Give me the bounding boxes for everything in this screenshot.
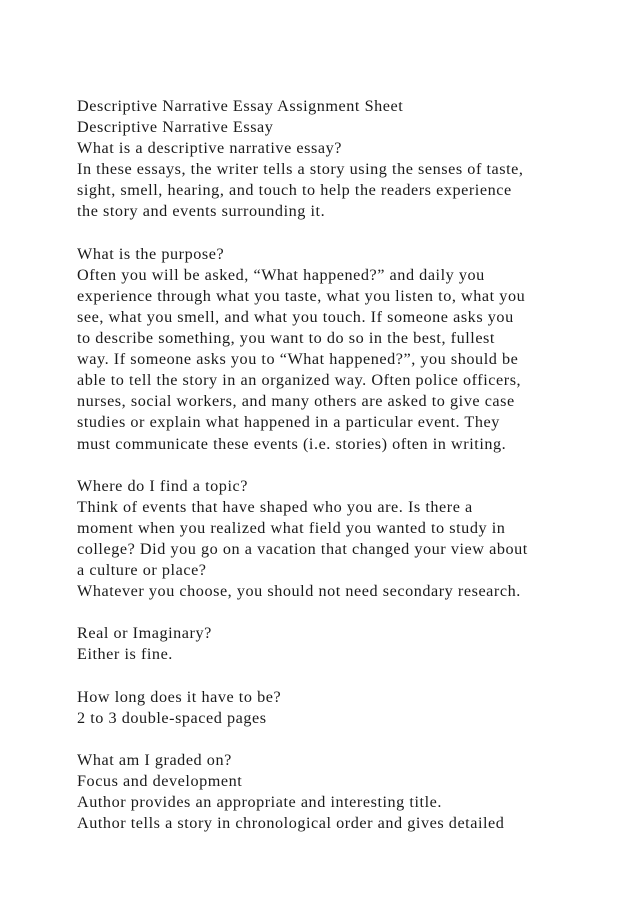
- paragraph-line: college? Did you go on a vacation that changed your view about: [77, 539, 528, 558]
- paragraph-line: 2 to 3 double-spaced pages: [77, 708, 267, 727]
- section-topic: [77, 476, 577, 603]
- section-heading: How long does it have to be?: [77, 687, 282, 706]
- paragraph-line: a culture or place?: [77, 561, 207, 580]
- paragraph-line: Author tells a story in chronological order and gives detailed: [77, 814, 505, 833]
- section-heading: What is a descriptive narrative essay?: [77, 139, 342, 158]
- section-purpose: [77, 244, 577, 455]
- paragraph-line: experience through what you taste, what you listen to, what you: [77, 286, 526, 305]
- paragraph-gap: [77, 602, 577, 623]
- paragraph-line: way. If someone asks you to “What happened?”, you should be: [77, 350, 519, 369]
- section-grading: [77, 750, 577, 834]
- section-heading: Real or Imaginary?: [77, 624, 212, 643]
- paragraph-line: In these essays, the writer tells a story using the senses of taste,: [77, 160, 524, 179]
- section-length: [77, 687, 577, 729]
- document-subtitle: Descriptive Narrative Essay: [77, 118, 274, 137]
- paragraph-line: Either is fine.: [77, 645, 173, 664]
- paragraph-line: moment when you realized what field you wanted to study in: [77, 518, 506, 537]
- section-real-or-imaginary: [77, 623, 577, 665]
- paragraph-line: Think of events that have shaped who you are. Is there a: [77, 497, 473, 516]
- paragraph-gap: [77, 666, 577, 687]
- document-title: Descriptive Narrative Essay Assignment Sheet: [77, 97, 404, 115]
- paragraph-gap: [77, 455, 577, 476]
- paragraph-line: to describe something, you want to do so in the best, fullest: [77, 329, 495, 348]
- paragraph-line: able to tell the story in an organized way. Often police officers,: [77, 371, 522, 390]
- paragraph-line: nurses, social workers, and many others are asked to give case: [77, 392, 515, 411]
- paragraph-line: sight, smell, hearing, and touch to help the readers experience: [77, 181, 512, 200]
- paragraph-line: studies or explain what happened in a particular event. They: [77, 413, 500, 432]
- section-heading: What is the purpose?: [77, 244, 225, 263]
- paragraph-gap: [77, 223, 577, 244]
- paragraph-line: Author provides an appropriate and interesting title.: [77, 793, 442, 812]
- section-heading: Where do I find a topic?: [77, 476, 248, 495]
- paragraph-line: see, what you smell, and what you touch. If someone asks you: [77, 307, 514, 326]
- paragraph-gap: [77, 729, 577, 750]
- paragraph-line: the story and events surrounding it.: [77, 202, 326, 221]
- paragraph-line: Often you will be asked, “What happened?” and daily you: [77, 265, 485, 284]
- section-what-is: [77, 138, 577, 222]
- section-heading: What am I graded on?: [77, 750, 232, 769]
- paragraph-line: Focus and development: [77, 772, 243, 790]
- paragraph-line: Whatever you choose, you should not need secondary research.: [77, 582, 521, 601]
- document-body: [77, 96, 577, 834]
- paragraph-line: must communicate these events (i.e. stories) often in writing.: [77, 434, 507, 453]
